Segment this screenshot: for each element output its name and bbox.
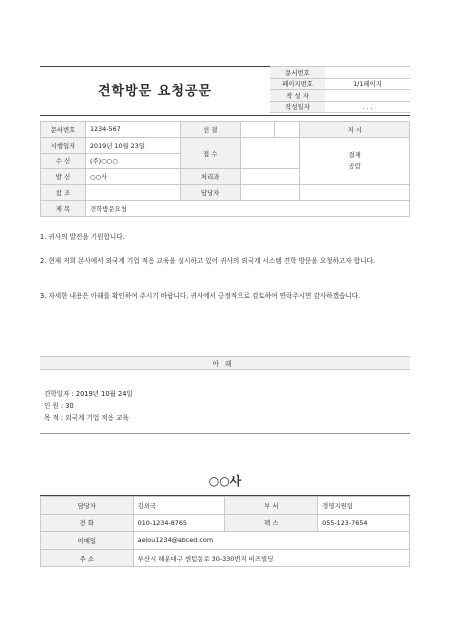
manager-cell — [240, 185, 300, 201]
subject-label: 제 목 — [41, 200, 86, 216]
paragraph-3: 3. 자세한 내용은 아래를 확인하여 주시기 바랍니다. 귀사에서 긍정적으로 검토하여 연락주시면 감사하겠습니다. — [40, 292, 361, 300]
paragraph-1: 1. 귀사의 발전을 기원합니다. — [40, 233, 125, 241]
meta-value-date: . . . — [325, 101, 410, 113]
contact-address-value: 부산시 해운대구 센텀동로 30-330번지 비즈빌딩 — [133, 549, 409, 567]
from-label: 발 신 — [41, 169, 86, 185]
paragraph-2: 2. 현재 저희 본사에서 외국계 기업 적응 교육을 실시하고 있어 귀사의 외국계 시스템 견학 방문을 요청하고자 합니다. — [40, 257, 375, 265]
ref-label: 참 조 — [41, 185, 86, 201]
document-title: 견학방문 요청공문 — [98, 84, 212, 99]
process-cell — [240, 169, 300, 185]
meta-label-doc-no: 문서번호 — [270, 67, 325, 79]
to-label: 수 신 — [41, 153, 86, 169]
meta-label-author: 작 성 자 — [270, 90, 325, 102]
from-value: ○○사 — [85, 169, 180, 185]
contact-address-label: 주 소 — [41, 549, 134, 567]
meta-label-page-no: 페이지번호 — [270, 78, 325, 90]
meta-value-page-no: 1/1페이지 — [325, 78, 410, 90]
contact-fax-label: 팩 스 — [225, 514, 318, 532]
subject-value: 견학방문요청 — [85, 200, 409, 216]
contact-dept-value: 경영지원팀 — [318, 497, 410, 515]
doc-no-value: 1234-567 — [85, 122, 180, 138]
sender-name: ○○사 — [208, 474, 242, 488]
process-label: 처리과 — [180, 169, 240, 185]
header-bottom-rule — [40, 115, 410, 116]
detail-purpose: 목 적 : 외국계 기업 적응 교육 — [44, 414, 129, 422]
detail-date: 견학일자 : 2019년 10월 24일 — [44, 390, 133, 398]
receipt-cell — [240, 137, 300, 169]
notice-heading: 아래 — [40, 356, 410, 370]
ref-value — [85, 185, 180, 201]
header-table — [40, 66, 410, 113]
receipt-label: 접 수 — [180, 137, 240, 169]
contact-fax-value: 055-123-7654 — [318, 514, 410, 532]
contact-table — [40, 496, 410, 567]
approval-label: 선 결 — [180, 122, 240, 138]
contact-email-label: 이메일 — [41, 532, 134, 550]
decision-cell — [300, 185, 410, 201]
contact-manager-value: 김외국 — [133, 497, 225, 515]
contact-phone-label: 전 화 — [41, 514, 134, 532]
date-label: 시행일자 — [41, 137, 86, 153]
detail-attendees: 인 원 : 30 — [44, 402, 74, 410]
meta-value-doc-no — [325, 67, 410, 79]
approval-cell-1 — [240, 122, 275, 138]
decision-label: 결재 공람 — [300, 137, 410, 184]
contact-manager-label: 담당자 — [41, 497, 134, 515]
contact-phone-value: 010-1234-8765 — [133, 514, 225, 532]
to-value: (주)○○○ — [85, 153, 180, 169]
document-info-table — [40, 121, 410, 217]
date-value: 2019년 10월 23일 — [85, 137, 180, 153]
contact-dept-label: 부 서 — [225, 497, 318, 515]
approval-cell-2 — [275, 122, 300, 138]
doc-no-label: 문서번호 — [41, 122, 86, 138]
content-bottom-rule — [40, 433, 410, 434]
contact-email-value: aeiou1234@abced.com — [133, 532, 409, 550]
instruction-label: 지 시 — [300, 122, 410, 138]
meta-value-author — [325, 90, 410, 102]
meta-label-date: 작성일자 — [270, 101, 325, 113]
manager-label: 담당자 — [180, 185, 240, 201]
